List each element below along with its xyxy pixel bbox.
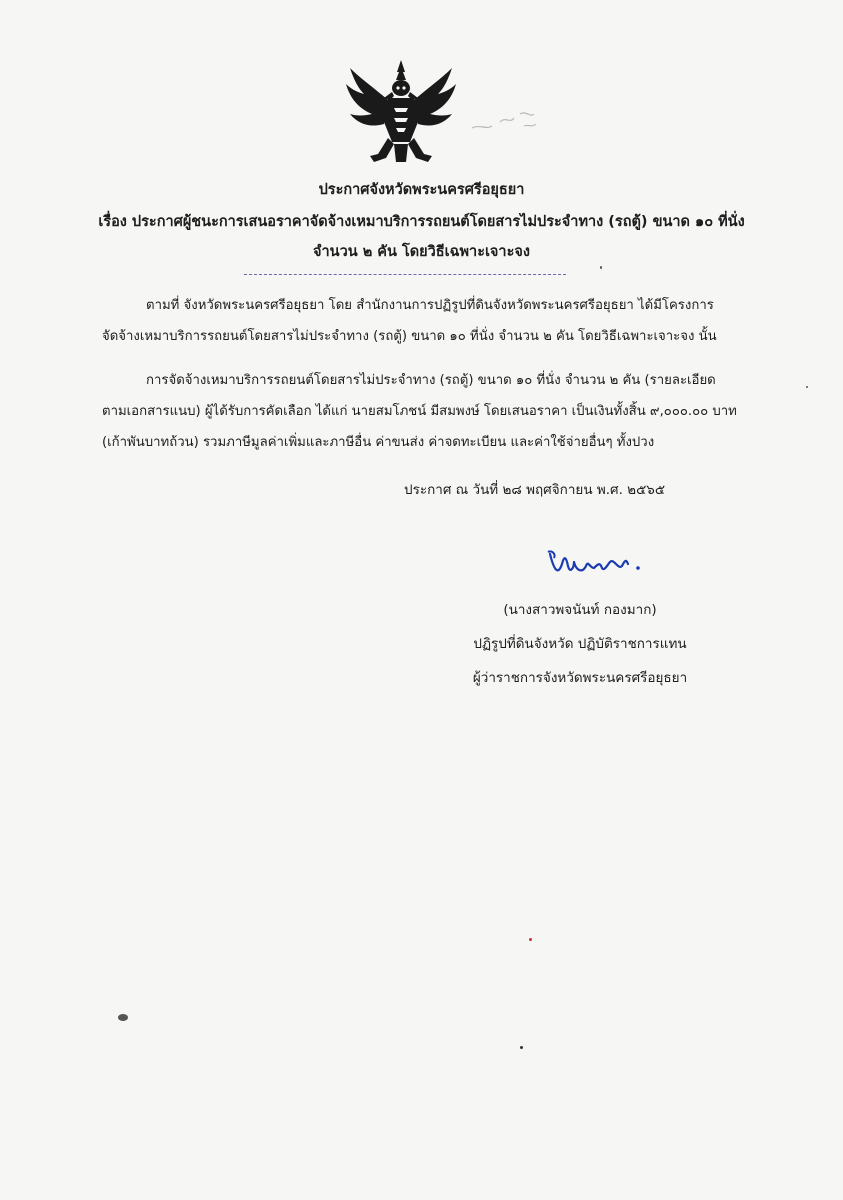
paragraph-award bbox=[102, 365, 742, 458]
header-divider bbox=[244, 274, 566, 275]
handwritten-signature bbox=[544, 544, 654, 584]
subject-line-continued: จำนวน ๒ คัน โดยวิธีเฉพาะเจาะจง bbox=[313, 244, 530, 260]
announcement-date: ประกาศ ณ วันที่ ๒๘ พฤศจิกายน พ.ศ. ๒๕๖๕ bbox=[404, 482, 666, 498]
scan-speck bbox=[600, 266, 602, 269]
scan-speck bbox=[529, 938, 532, 941]
signatory-position: ปฏิรูปที่ดินจังหวัด ปฏิบัติราชการแทน bbox=[473, 636, 687, 652]
signatory-on-behalf: ผู้ว่าราชการจังหวัดพระนครศรีอยุธยา bbox=[472, 670, 688, 686]
subject-line: เรื่อง ประกาศผู้ชนะการเสนอราคาจัดจ้างเหมาบริการรถยนต์โดยสารไม่ประจำทาง (รถตู้) ขนาด ๑๐ ที่นั่ง bbox=[98, 214, 745, 230]
paragraph-line: ตามเอกสารแนบ) ผู้ได้รับการคัดเลือก ได้แก่ นายสมโภชน์ มีสมพงษ์ โดยเสนอราคา เป็นเงินทั้งสิ้น ๙,๐๐๐.๐๐ บาท bbox=[102, 404, 737, 419]
paragraph-line: การจัดจ้างเหมาบริการรถยนต์โดยสารไม่ประจำทาง (รถตู้) ขนาด ๑๐ ที่นั่ง จำนวน ๒ คัน (รายละเอียด bbox=[146, 373, 716, 388]
paragraph-line: ตามที่ จังหวัดพระนครศรีอยุธยา โดย สำนักงานการปฏิรูปที่ดินจังหวัดพระนครศรีอยุธยา ได้มีโครงการ bbox=[146, 298, 714, 313]
paragraph-line: (เก้าพันบาทถ้วน) รวมภาษีมูลค่าเพิ่มและภาษีอื่น ค่าขนส่ง ค่าจดทะเบียน และค่าใช้จ่ายอื่นๆ ทั้งปวง bbox=[102, 435, 655, 450]
garuda-emblem-icon bbox=[344, 58, 458, 170]
scan-speck bbox=[520, 1046, 523, 1049]
paragraph-project bbox=[102, 290, 742, 352]
signatory-name: (นางสาวพจนันท์ กองมาก) bbox=[503, 602, 657, 618]
scan-speck bbox=[806, 386, 808, 388]
announcement-title: ประกาศจังหวัดพระนครศรีอยุธยา bbox=[318, 182, 525, 198]
scan-speck bbox=[118, 1014, 128, 1021]
faint-scribble-mark bbox=[470, 106, 540, 136]
paragraph-line: จัดจ้างเหมาบริการรถยนต์โดยสารไม่ประจำทาง (รถตู้) ขนาด ๑๐ ที่นั่ง จำนวน ๒ คัน โดยวิธีเฉพาะเจาะจง นั้น bbox=[102, 329, 717, 344]
